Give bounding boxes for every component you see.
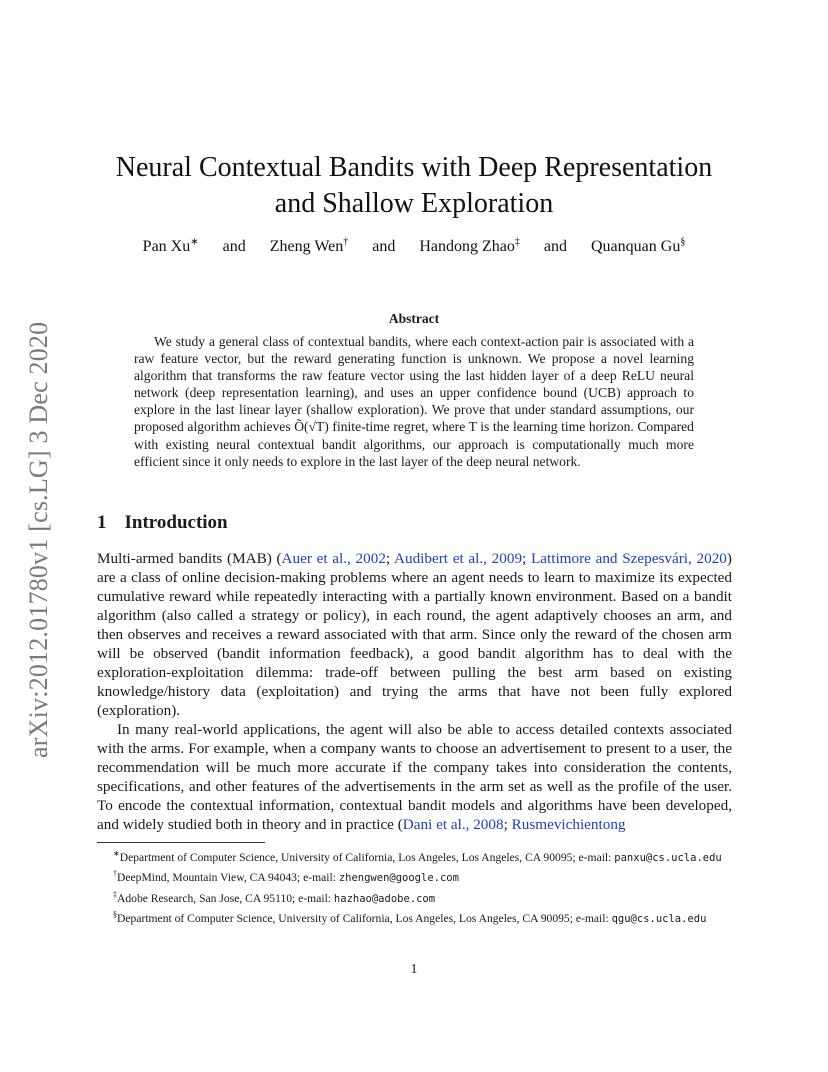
citation-link[interactable]: Dani et al., 2008 [402, 816, 504, 833]
paper-title [96, 150, 732, 222]
author: Zheng Wen† [269, 237, 349, 256]
author: Handong Zhao‡ [419, 237, 520, 256]
introduction-body [97, 549, 732, 834]
author-separator: and [372, 238, 396, 256]
citation-link[interactable]: Audibert et al., 2009 [394, 550, 523, 567]
abstract-heading: Abstract [388, 311, 440, 326]
citation-link[interactable]: Auer et al., 2002 [281, 550, 386, 567]
page-number: 1 [410, 962, 418, 977]
citation-link[interactable]: Lattimore and Szepesvári, 2020 [530, 550, 727, 567]
title-line-1: Neural Contextual Bandits with Deep Representation [115, 152, 713, 183]
footnote: †DeepMind, Mountain View, CA 94043; e-mail: zhengwen@google.com [113, 869, 459, 885]
paragraph: Multi-armed bandits (MAB) (Auer et al., 2002; Audibert et al., 2009; Lattimore and Szepesvári, 2020) are a class of online decision-making problems where an agent needs to learn to maximize its expected cumulative reward while repeatedly interacting with a partially known environment. Based on a bandit algorithm (also called a strategy or policy), in each round, the agent adaptively chooses an arm, and then observes and receives a reward associated with that arm. Since only the reward of the chosen arm will be observed (bandit information feedback), a good bandit algorithm has to deal with the exploration-exploitation dilemma: trade-off between pulling the best arm based on existing knowledge/history data (exploitation) and trying the arms that have not been fully explored (exploration). [97, 550, 732, 719]
arxiv-identifier [20, 290, 54, 760]
footnote: ‡Adobe Research, San Jose, CA 95110; e-mail: hazhao@adobe.com [113, 889, 436, 905]
author-list [96, 237, 732, 256]
section-number: 1 [97, 512, 107, 533]
citation-link[interactable]: Rusmevichientong [511, 816, 626, 833]
author: Pan Xu∗ [142, 237, 199, 256]
author-separator: and [543, 238, 567, 256]
email-address: hazhao@adobe.com [333, 892, 436, 905]
section-title: Introduction [124, 512, 228, 533]
email-address: qgu@cs.ucla.edu [611, 912, 707, 925]
author: Quanquan Gu§ [591, 237, 686, 256]
paragraph: In many real-world applications, the agent will also be able to access detailed contexts associated with the arms. For example, when a company wants to choose an advertisement to present to a user, the recommendation will be much more accurate if the company takes into consideration the contents, specifications, and other features of the advertisements in the arm set as well as the profile of the user. To encode the contextual information, contextual bandit models and algorithms have been developed, and widely studied both in theory and in practice (Dani et al., 2008; Rusmevichientong [97, 721, 732, 833]
title-line-2: and Shallow Exploration [274, 188, 554, 219]
regret-bound-math: Õ(√T) [294, 419, 329, 435]
abstract-text: We study a general class of contextual bandits, where each context-action pair is associated with a raw feature vector, but the reward generating function is unknown. We propose a novel learning algorithm that transforms the raw feature vector using the last hidden layer of a deep ReLU neural network (deep representation learning), and uses an upper confidence bound (UCB) approach to explore in the last linear layer (shallow exploration). We prove that under standard assumptions, our proposed algorithm achieves Õ(√T) finite-time regret, where T is the learning time horizon. Compared with existing neural contextual bandit algorithms, our approach is computationally much more efficient since it only needs to explore in the last layer of the deep neural network. [134, 334, 694, 469]
footnote: ∗Department of Computer Science, University of California, Los Angeles, Los Angeles, CA 90095; e-mail: panxu@cs.ucla.edu [113, 849, 722, 864]
email-address: zhengwen@google.com [338, 872, 459, 885]
email-address: panxu@cs.ucla.edu [614, 851, 722, 864]
section-heading [97, 512, 228, 534]
arxiv-id-text: arXiv:2012.01780v1 [cs.LG] 3 Dec 2020 [24, 321, 53, 758]
footnote-divider [97, 842, 265, 843]
footnotes [97, 846, 732, 927]
footnote: §Department of Computer Science, University of California, Los Angeles, Los Angeles, CA 90095; e-mail: qgu@cs.ucla.edu [113, 910, 707, 925]
author-separator: and [222, 238, 246, 256]
